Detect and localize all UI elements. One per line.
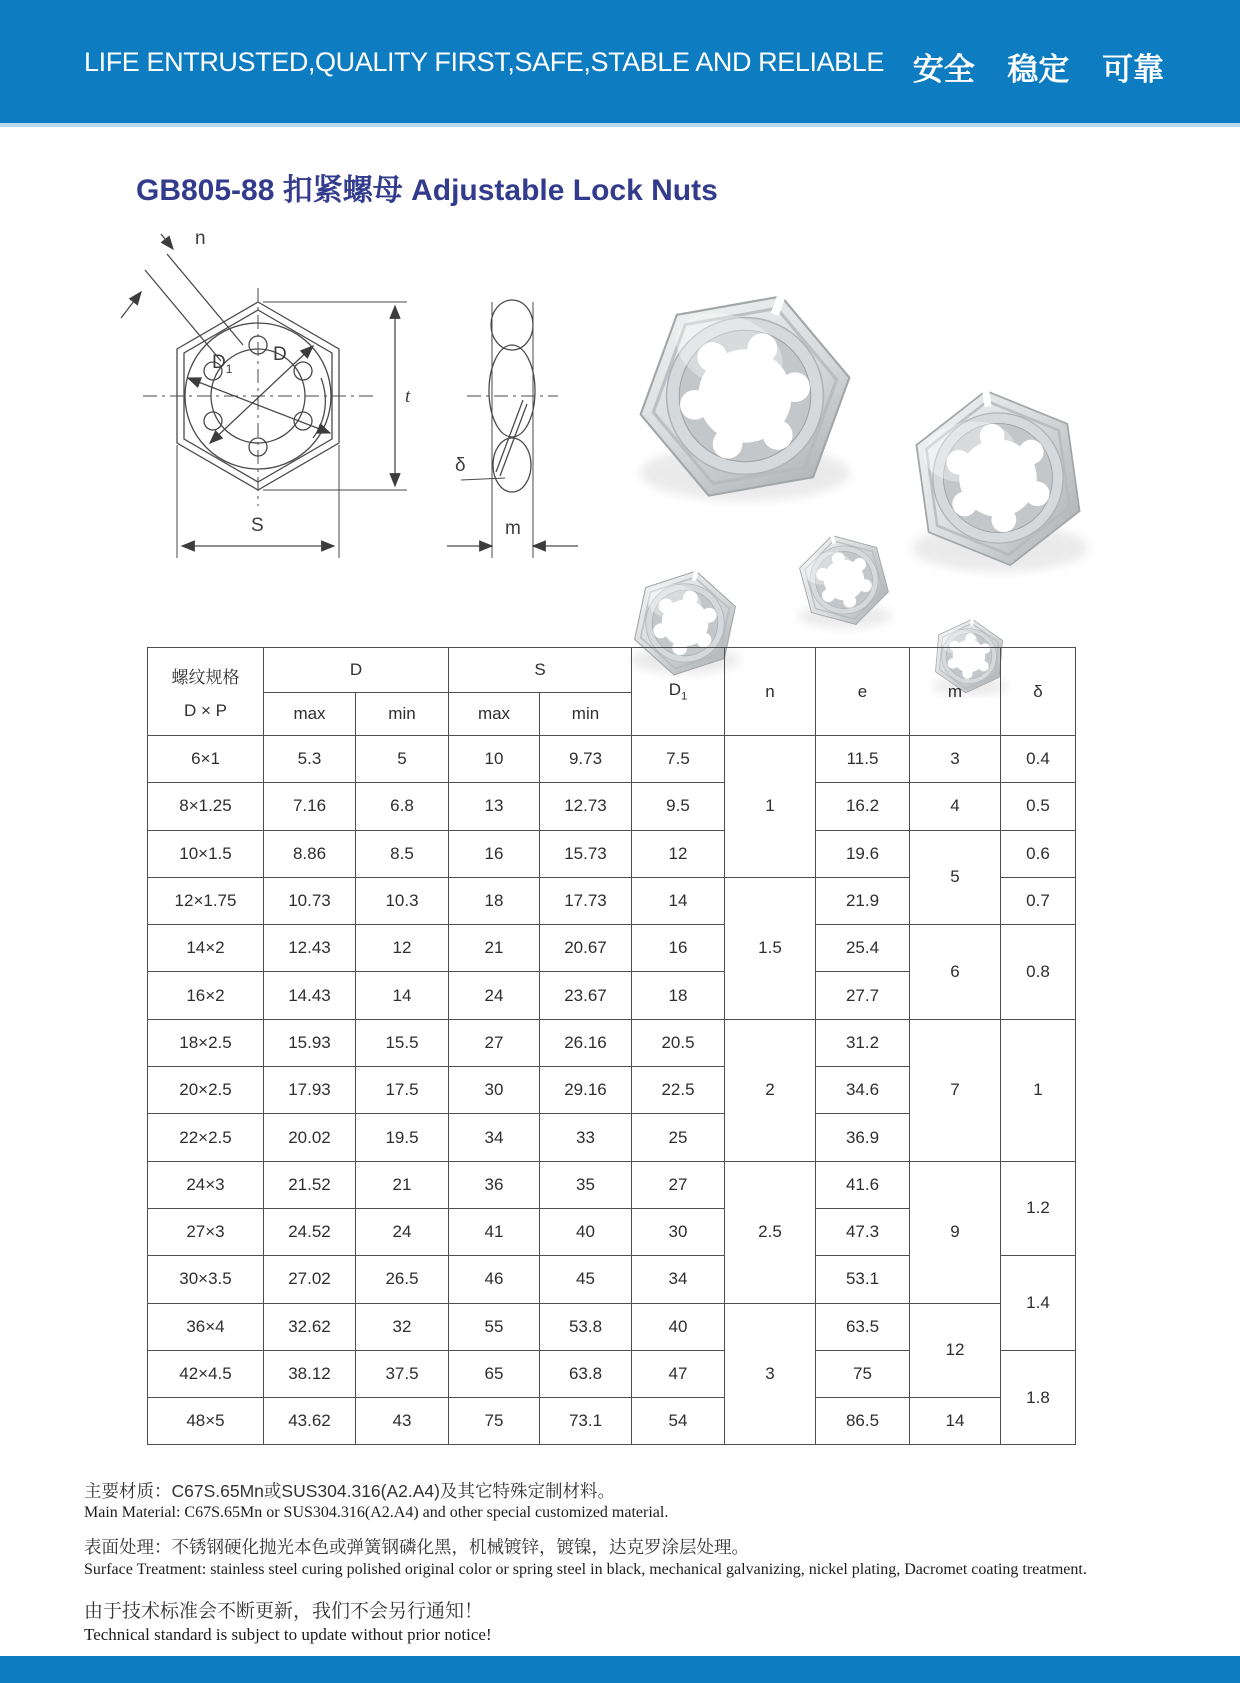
cell-dmax: 43.62 [264,1398,356,1445]
cell-d1: 18 [632,972,725,1019]
header-s-max: max [449,693,540,736]
cell-e: 86.5 [816,1398,910,1445]
cell-dmin: 43 [356,1398,449,1445]
cell-dmin: 10.3 [356,877,449,924]
cell-dxp: 42×4.5 [148,1350,264,1397]
dim-label-m: m [505,518,521,539]
header-d-max: max [264,693,356,736]
cell-smin: 20.67 [540,925,632,972]
header-d-min: min [356,693,449,736]
cell-smax: 27 [449,1019,540,1066]
cell-delta: 1 [1001,1019,1076,1161]
cell-delta: 1.4 [1001,1256,1076,1351]
cell-delta: 1.2 [1001,1161,1076,1256]
note-material-en: Main Material: C67S.65Mn or SUS304.316(A2.A4) and other special customized material. [84,1504,669,1521]
cell-smax: 13 [449,783,540,830]
cell-d1: 54 [632,1398,725,1445]
cell-e: 25.4 [816,925,910,972]
cell-dmax: 5.3 [264,736,356,783]
cell-dxp: 10×1.5 [148,830,264,877]
header-delta: δ [1001,648,1076,736]
cell-dmin: 12 [356,925,449,972]
note-surface-cn: 表面处理：不锈钢硬化抛光本色或弹簧钢磷化黑，机械镀锌，镀镍，达克罗涂层处理。 [84,1537,749,1557]
header-spec-dxp: D × P [184,700,227,720]
cell-smax: 34 [449,1114,540,1161]
cell-dmax: 14.43 [264,972,356,1019]
header-d: D [264,648,449,693]
cell-d1: 25 [632,1114,725,1161]
product-photo [555,228,1240,698]
dim-label-s: S [251,515,264,536]
cell-smin: 26.16 [540,1019,632,1066]
cell-dxp: 48×5 [148,1398,264,1445]
cell-dmax: 24.52 [264,1208,356,1255]
table-row [148,783,1076,830]
cell-dmax: 10.73 [264,877,356,924]
cell-dmax: 15.93 [264,1019,356,1066]
cell-dmin: 8.5 [356,830,449,877]
cell-dmin: 24 [356,1208,449,1255]
cell-dxp: 6×1 [148,736,264,783]
cell-d1: 27 [632,1161,725,1208]
header-slogan-en: LIFE ENTRUSTED,QUALITY FIRST,SAFE,STABLE AND RELIABLE [84,47,885,77]
cell-dmax: 12.43 [264,925,356,972]
page-title: GB805-88 扣紧螺母 Adjustable Lock Nuts [136,174,718,207]
header-spec [148,648,264,736]
header-s-min: min [540,693,632,736]
cell-e: 53.1 [816,1256,910,1303]
header-slogan-cn: 安全 稳定 可靠 [912,52,1164,87]
footer-bar [0,1656,1240,1683]
dim-label-d1: $D_1$ [212,352,233,376]
cell-delta: 0.4 [1001,736,1076,783]
cell-e: 19.6 [816,830,910,877]
cell-e: 11.5 [816,736,910,783]
cell-smax: 55 [449,1303,540,1350]
cell-d1: 14 [632,877,725,924]
cell-m: 12 [910,1303,1001,1398]
cell-smax: 18 [449,877,540,924]
cell-smax: 41 [449,1208,540,1255]
cell-dmin: 15.5 [356,1019,449,1066]
cell-smax: 65 [449,1350,540,1397]
cell-dmax: 38.12 [264,1350,356,1397]
header-e: e [816,648,910,736]
table-row [148,736,1076,783]
cell-smax: 21 [449,925,540,972]
note-surface-en: Surface Treatment: stainless steel curing polished original color or spring steel in black, mechanical galvanizing, nickel plating, Dacromet coating treatment. [84,1561,1087,1578]
cell-smax: 16 [449,830,540,877]
cell-smax: 46 [449,1256,540,1303]
cell-dmax: 20.02 [264,1114,356,1161]
cell-e: 21.9 [816,877,910,924]
cell-smax: 10 [449,736,540,783]
cell-dxp: 20×2.5 [148,1067,264,1114]
cell-smin: 53.8 [540,1303,632,1350]
cell-e: 41.6 [816,1161,910,1208]
cell-smax: 36 [449,1161,540,1208]
cell-smin: 45 [540,1256,632,1303]
cell-d1: 9.5 [632,783,725,830]
cell-dmin: 32 [356,1303,449,1350]
table-row [148,1019,1076,1066]
cell-smax: 30 [449,1067,540,1114]
cell-d1: 47 [632,1350,725,1397]
cell-smin: 33 [540,1114,632,1161]
cell-dmin: 21 [356,1161,449,1208]
cell-dxp: 22×2.5 [148,1114,264,1161]
cell-smax: 75 [449,1398,540,1445]
cell-m: 3 [910,736,1001,783]
cell-smin: 29.16 [540,1067,632,1114]
table-row [148,830,1076,877]
cell-smin: 12.73 [540,783,632,830]
cell-delta: 0.8 [1001,925,1076,1020]
cell-dmin: 17.5 [356,1067,449,1114]
cell-dxp: 14×2 [148,925,264,972]
cell-e: 31.2 [816,1019,910,1066]
cell-dxp: 8×1.25 [148,783,264,830]
cell-dmax: 27.02 [264,1256,356,1303]
cell-dmin: 26.5 [356,1256,449,1303]
cell-dxp: 27×3 [148,1208,264,1255]
cell-e: 75 [816,1350,910,1397]
table-row [148,1161,1076,1208]
table-row [148,1303,1076,1350]
cell-d1: 16 [632,925,725,972]
cell-smin: 17.73 [540,877,632,924]
header-n: n [725,648,816,736]
cell-dmax: 32.62 [264,1303,356,1350]
cell-n: 2.5 [725,1161,816,1303]
note-disclaimer-cn: 由于技术标准会不断更新，我们不会另行通知！ [84,1601,484,1622]
cell-e: 16.2 [816,783,910,830]
cell-n: 2 [725,1019,816,1161]
cell-d1: 20.5 [632,1019,725,1066]
cell-n: 3 [725,1303,816,1445]
dim-label-n: n [195,228,206,249]
cell-e: 27.7 [816,972,910,1019]
spec-table [147,647,1076,1445]
cell-dmax: 7.16 [264,783,356,830]
cell-d1: 34 [632,1256,725,1303]
technical-drawing [115,228,605,573]
cell-delta: 0.6 [1001,830,1076,877]
cell-dxp: 24×3 [148,1161,264,1208]
cell-delta: 0.7 [1001,877,1076,924]
cell-m: 4 [910,783,1001,830]
cell-smin: 63.8 [540,1350,632,1397]
cell-dmin: 37.5 [356,1350,449,1397]
cell-e: 63.5 [816,1303,910,1350]
cell-d1: 30 [632,1208,725,1255]
cell-m: 6 [910,925,1001,1020]
cell-dmin: 19.5 [356,1114,449,1161]
cell-d1: 7.5 [632,736,725,783]
cell-m: 5 [910,830,1001,925]
cell-smax: 24 [449,972,540,1019]
header-s: S [449,648,632,693]
cell-n: 1.5 [725,877,816,1019]
header-banner [0,0,1240,127]
cell-e: 36.9 [816,1114,910,1161]
cell-dmin: 6.8 [356,783,449,830]
cell-m: 9 [910,1161,1001,1303]
dim-label-t: t [405,386,411,407]
note-disclaimer-en: Technical standard is subject to update without prior notice! [84,1625,492,1644]
dim-label-delta: δ [455,455,466,476]
dim-label-d: D [273,344,287,365]
cell-dmin: 5 [356,736,449,783]
cell-smin: 73.1 [540,1398,632,1445]
cell-m: 7 [910,1019,1001,1161]
cell-dxp: 16×2 [148,972,264,1019]
cell-dmax: 21.52 [264,1161,356,1208]
cell-m: 14 [910,1398,1001,1445]
header-spec-cn: 螺纹规格 [171,667,240,687]
cell-dmax: 8.86 [264,830,356,877]
cell-dxp: 30×3.5 [148,1256,264,1303]
cell-dmin: 14 [356,972,449,1019]
header-d1: $D_1$ [632,648,725,736]
table-row [148,925,1076,972]
cell-smin: 40 [540,1208,632,1255]
cell-n: 1 [725,736,816,878]
cell-smin: 23.67 [540,972,632,1019]
cell-delta: 0.5 [1001,783,1076,830]
cell-d1: 22.5 [632,1067,725,1114]
header-m: m [910,648,1001,736]
cell-delta: 1.8 [1001,1350,1076,1445]
cell-d1: 40 [632,1303,725,1350]
table-row [148,1398,1076,1445]
cell-smin: 35 [540,1161,632,1208]
cell-e: 47.3 [816,1208,910,1255]
cell-e: 34.6 [816,1067,910,1114]
cell-d1: 12 [632,830,725,877]
cell-dxp: 18×2.5 [148,1019,264,1066]
cell-dxp: 12×1.75 [148,877,264,924]
cell-smin: 9.73 [540,736,632,783]
note-material-cn: 主要材质：C67S.65Mn或SUS304.316(A2.A4)及其它特殊定制材料。 [84,1481,615,1501]
cell-dmax: 17.93 [264,1067,356,1114]
cell-smin: 15.73 [540,830,632,877]
cell-dxp: 36×4 [148,1303,264,1350]
